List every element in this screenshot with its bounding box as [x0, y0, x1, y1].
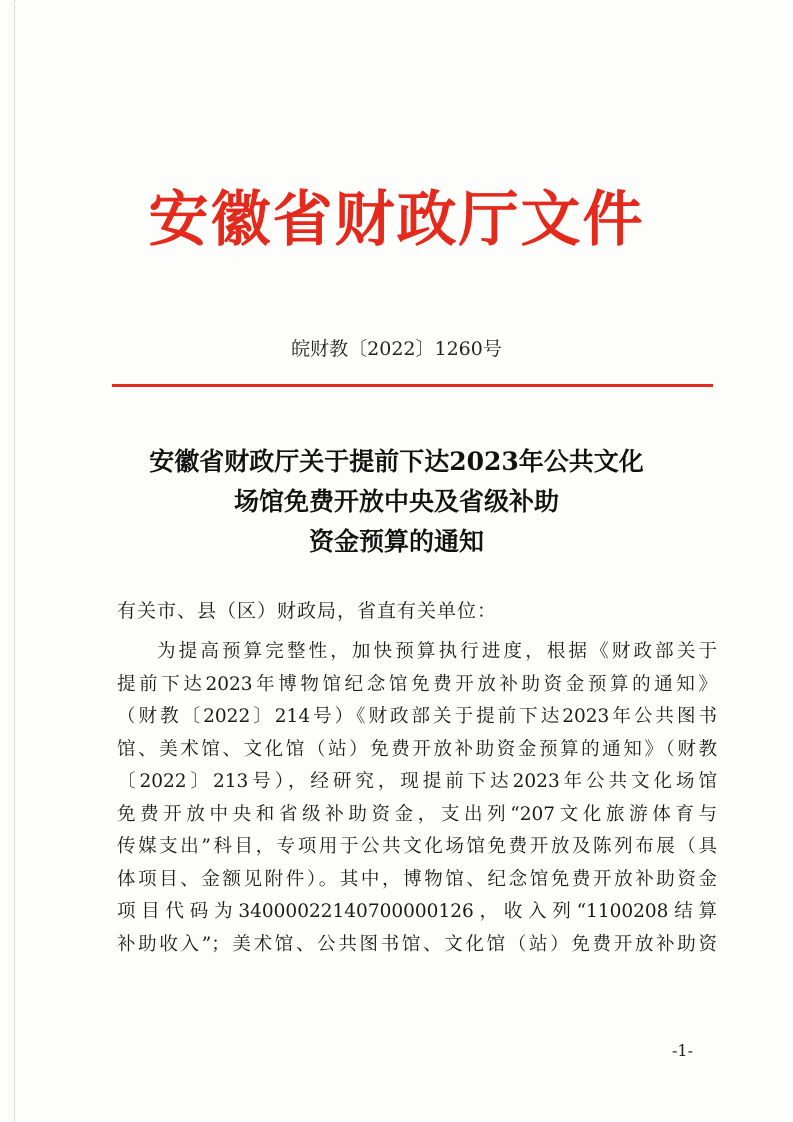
body-line: 补助收入”；美术馆、公共图书馆、文化馆（站）免费开放补助资: [117, 933, 717, 955]
title-line: 安徽省财政厅关于提前下达2023年公共文化: [149, 447, 644, 476]
body-line: 体项目、金额见附件）。其中，博物馆、纪念馆免费开放补助资金: [117, 868, 717, 890]
masthead-title: 安徽省财政厅文件: [148, 185, 645, 255]
red-divider-line: [112, 384, 713, 387]
binding-edge-marks: [14, 0, 15, 1122]
body-line: 馆、美术馆、文化馆（站）免费开放补助资金预算的通知》（财教: [117, 738, 717, 760]
body-line: （财教〔2022〕214号）《财政部关于提前下达2023年公共图书: [117, 706, 717, 727]
body-line: 提前下达2023年博物馆纪念馆免费开放补助资金预算的通知》: [117, 673, 717, 695]
title-line: 资金预算的通知: [308, 527, 484, 556]
document-title: [80, 442, 713, 562]
addressee-line: 有关市、县（区）财政局，省直有关单位：: [117, 600, 498, 622]
body-line: 项目代码为34000022140700000126，收入列“1100208结算: [117, 901, 717, 922]
body-line: 〔2022〕213号），经研究，现提前下达2023年公共文化场馆: [117, 771, 717, 792]
body-line: 传媒支出”科目，专项用于公共文化场馆免费开放及陈列布展（具: [117, 836, 717, 857]
page-number: -1-: [672, 1041, 693, 1060]
body-line: 免费开放中央和省级补助资金，支出列“207文化旅游体育与: [117, 803, 717, 825]
body-line: 为提高预算完整性，加快预算执行进度，根据《财政部关于: [157, 641, 717, 662]
document-number: 皖财教〔2022〕1260号: [291, 338, 502, 360]
title-line: 场馆免费开放中央及省级补助: [233, 487, 559, 516]
body-paragraph: [117, 636, 717, 961]
